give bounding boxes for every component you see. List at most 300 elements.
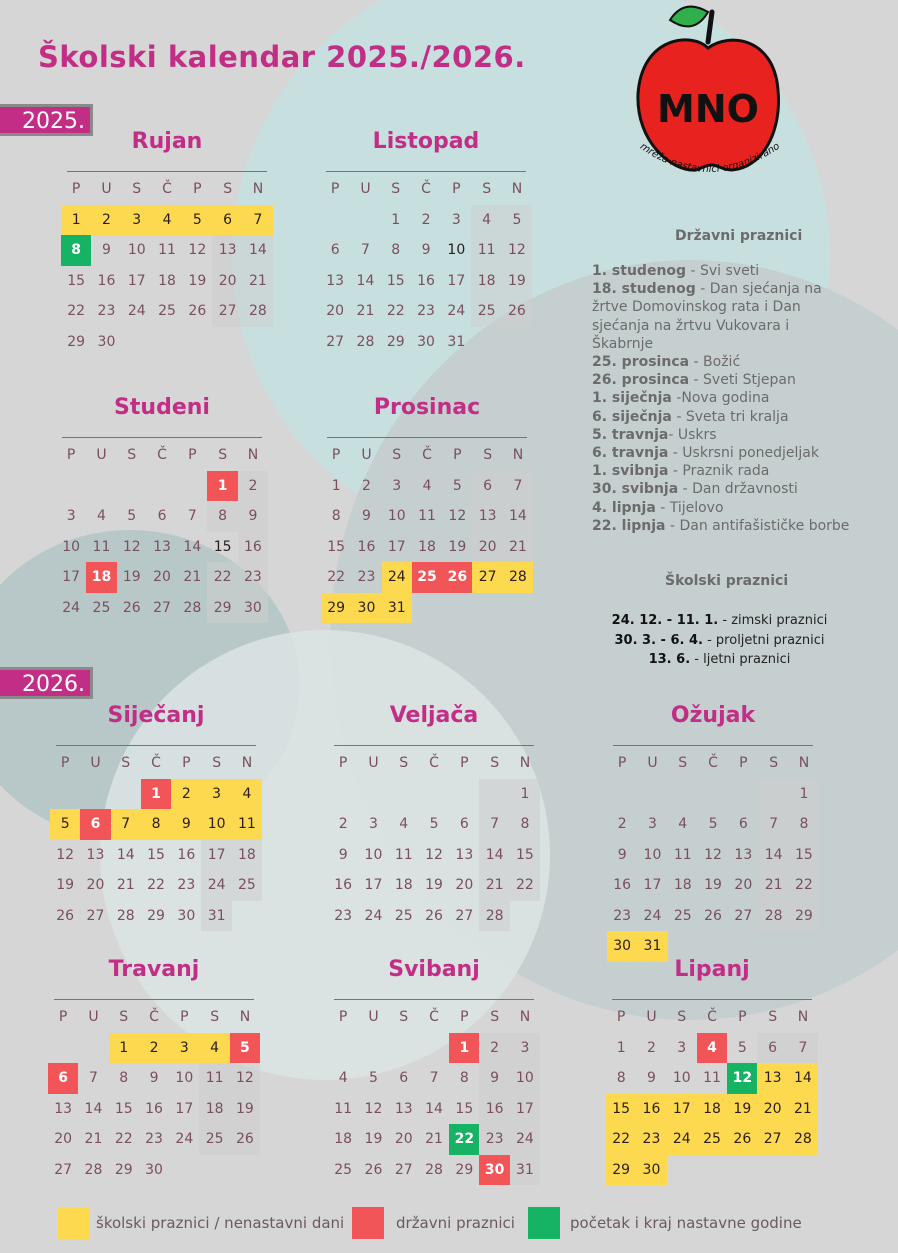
day-cell: 20 bbox=[153, 569, 171, 586]
weekday-header: N bbox=[797, 1009, 809, 1026]
weekday-header: P bbox=[738, 1009, 747, 1026]
day-cell: 8 bbox=[119, 1070, 129, 1087]
legend-swatch-yellow bbox=[58, 1207, 90, 1239]
empty-cell bbox=[389, 1033, 419, 1064]
holiday-name: - Uskrs bbox=[668, 426, 717, 443]
day-cell: 10 bbox=[672, 1070, 691, 1087]
weekday-header: Č bbox=[429, 755, 439, 772]
day-cell: 18 bbox=[199, 1094, 229, 1125]
empty-cell bbox=[111, 779, 141, 810]
day-cell: 18 bbox=[158, 272, 176, 289]
school-holiday-item bbox=[592, 650, 847, 670]
day-cell: 8 bbox=[391, 242, 401, 259]
weekday-header: S bbox=[769, 755, 779, 772]
day-cell: 1 bbox=[616, 1039, 626, 1056]
weekday-header: U bbox=[360, 181, 371, 198]
day-cell: 12 bbox=[425, 846, 443, 863]
day-cell: 18 bbox=[86, 562, 116, 593]
day-cell: 31 bbox=[201, 901, 231, 932]
holiday-name: - zimski praznici bbox=[718, 613, 828, 628]
weekday-header: U bbox=[368, 1009, 379, 1026]
empty-cell bbox=[728, 779, 758, 810]
day-cell: 19 bbox=[364, 1131, 383, 1148]
day-cell: 21 bbox=[243, 266, 273, 297]
month-travanj bbox=[48, 955, 260, 1178]
day-cell: 4 bbox=[697, 1033, 727, 1064]
weekday-header: P bbox=[460, 755, 469, 772]
day-cell: 15 bbox=[213, 538, 232, 555]
day-cell: 10 bbox=[175, 1070, 194, 1087]
day-cell: 28 bbox=[479, 901, 509, 932]
day-cell: 12 bbox=[704, 846, 722, 863]
day-cell: 17 bbox=[127, 272, 146, 289]
day-cell: 19 bbox=[425, 877, 443, 894]
day-cell: 3 bbox=[201, 779, 231, 810]
day-cell: 27 bbox=[54, 1161, 73, 1178]
weekday-header: U bbox=[647, 755, 658, 772]
day-cell: 21 bbox=[479, 870, 509, 901]
month-grid bbox=[606, 1002, 818, 1185]
day-cell: 16 bbox=[613, 877, 632, 894]
day-cell: 24 bbox=[62, 599, 81, 616]
day-cell: 5 bbox=[737, 1039, 747, 1056]
day-cell: 13 bbox=[394, 1100, 413, 1117]
holiday-name: - Dan sjećanja na žrtve Domovinskog rata i Dan sjećanja na žrtvu Vukovara i Škabrnje bbox=[592, 281, 822, 352]
holiday-name: -Nova godina bbox=[671, 390, 770, 407]
weekday-header: S bbox=[678, 755, 688, 772]
holiday-date: 22. lipnja bbox=[592, 517, 666, 534]
day-cell: 7 bbox=[88, 1070, 98, 1087]
weekday-header: Č bbox=[421, 181, 431, 198]
empty-cell bbox=[607, 779, 637, 810]
day-cell: 28 bbox=[503, 562, 533, 593]
day-cell: 1 bbox=[391, 211, 401, 228]
day-cell: 14 bbox=[479, 840, 509, 871]
day-cell: 27 bbox=[212, 296, 242, 327]
day-cell: 24 bbox=[201, 870, 231, 901]
weekday-header: P bbox=[180, 1009, 189, 1026]
day-cell: 14 bbox=[84, 1100, 103, 1117]
day-cell: 14 bbox=[116, 846, 135, 863]
holiday-name: - proljetni praznici bbox=[702, 632, 825, 648]
day-cell: 19 bbox=[727, 1094, 757, 1125]
weekday-header: S bbox=[392, 447, 402, 464]
day-cell: 8 bbox=[141, 809, 171, 840]
day-cell: 22 bbox=[147, 877, 165, 894]
empty-cell bbox=[419, 779, 449, 810]
weekday-header: S bbox=[483, 447, 493, 464]
day-cell: 29 bbox=[147, 907, 165, 924]
day-cell: 8 bbox=[207, 501, 237, 532]
month-divider bbox=[56, 745, 256, 746]
day-cell: 23 bbox=[238, 562, 268, 593]
day-cell: 2 bbox=[361, 477, 371, 494]
day-cell: 25 bbox=[471, 296, 501, 327]
weekday-header: S bbox=[218, 447, 228, 464]
day-cell: 2 bbox=[171, 779, 201, 810]
day-cell: 22 bbox=[114, 1131, 133, 1148]
day-cell: 12 bbox=[188, 242, 207, 259]
weekday-header: P bbox=[182, 755, 191, 772]
day-cell: 17 bbox=[667, 1094, 697, 1125]
day-cell: 20 bbox=[54, 1131, 73, 1148]
public-holiday-item bbox=[592, 262, 854, 280]
empty-cell bbox=[78, 1033, 108, 1064]
day-cell: 30 bbox=[636, 1155, 666, 1186]
weekday-header: N bbox=[511, 181, 523, 198]
day-cell: 29 bbox=[321, 593, 351, 624]
day-cell: 5 bbox=[127, 508, 137, 525]
day-cell: 6 bbox=[80, 809, 110, 840]
legend-swatch-green bbox=[528, 1207, 560, 1239]
day-cell: 6 bbox=[157, 508, 167, 525]
day-cell: 12 bbox=[122, 538, 141, 555]
day-cell: 6 bbox=[459, 816, 469, 833]
empty-cell bbox=[147, 471, 177, 502]
day-cell: 11 bbox=[158, 242, 176, 259]
day-cell: 10 bbox=[387, 508, 406, 525]
empty-cell bbox=[668, 779, 698, 810]
day-cell: 18 bbox=[697, 1094, 727, 1125]
day-cell: 11 bbox=[334, 1100, 353, 1117]
day-cell: 31 bbox=[637, 931, 667, 962]
holiday-date: 1. siječnja bbox=[592, 390, 672, 407]
holiday-date: 26. prosinca bbox=[592, 372, 690, 389]
weekday-header: P bbox=[58, 1009, 68, 1026]
day-cell: 17 bbox=[364, 877, 383, 894]
holiday-date: 25. prosinca bbox=[592, 354, 690, 371]
day-cell: 3 bbox=[169, 1033, 199, 1064]
day-cell: 1 bbox=[331, 477, 341, 494]
day-cell: 10 bbox=[510, 1063, 540, 1094]
holiday-name: - Svi sveti bbox=[686, 263, 760, 279]
weekday-header: N bbox=[239, 1009, 251, 1026]
weekday-header: P bbox=[331, 447, 341, 464]
day-cell: 20 bbox=[326, 303, 345, 320]
day-cell: 8 bbox=[510, 809, 540, 840]
weekday-header: Č bbox=[157, 447, 167, 464]
day-cell: 24 bbox=[667, 1124, 697, 1155]
empty-cell bbox=[117, 471, 147, 502]
day-cell: 26 bbox=[704, 907, 722, 924]
public-holiday-item bbox=[592, 444, 854, 462]
empty-cell bbox=[80, 779, 110, 810]
day-cell: 21 bbox=[788, 1094, 818, 1125]
month-grid bbox=[48, 1002, 260, 1185]
weekday-header: P bbox=[616, 1009, 626, 1026]
day-cell: 15 bbox=[455, 1100, 474, 1117]
day-cell: 15 bbox=[510, 840, 540, 871]
day-cell: 15 bbox=[327, 538, 346, 555]
day-cell: 16 bbox=[417, 272, 435, 289]
weekday-header: P bbox=[338, 755, 348, 772]
day-cell: 28 bbox=[788, 1124, 818, 1155]
holiday-date: 1. studenog bbox=[592, 263, 687, 279]
day-cell: 30 bbox=[607, 931, 637, 962]
day-cell: 24 bbox=[510, 1124, 540, 1155]
day-cell: 7 bbox=[187, 508, 197, 525]
day-cell: 2 bbox=[91, 205, 121, 236]
day-cell: 21 bbox=[503, 532, 533, 563]
day-cell: 26 bbox=[56, 907, 75, 924]
day-cell: 22 bbox=[386, 303, 405, 320]
month-name: Veljača bbox=[389, 703, 479, 728]
month-sijecanj bbox=[50, 701, 262, 924]
day-cell: 28 bbox=[243, 296, 273, 327]
public-holiday-item bbox=[592, 353, 854, 371]
weekday-header: S bbox=[223, 181, 233, 198]
day-cell: 19 bbox=[704, 877, 722, 894]
day-cell: 4 bbox=[399, 816, 409, 833]
day-cell: 2 bbox=[139, 1033, 169, 1064]
day-cell: 25 bbox=[92, 599, 111, 616]
day-cell: 24 bbox=[382, 562, 412, 593]
day-cell: 5 bbox=[50, 809, 80, 840]
day-cell: 27 bbox=[472, 562, 502, 593]
day-cell: 23 bbox=[636, 1124, 666, 1155]
holiday-date: 5. travnja bbox=[592, 426, 669, 443]
empty-cell bbox=[328, 1033, 358, 1064]
day-cell: 10 bbox=[447, 242, 466, 259]
day-cell: 16 bbox=[177, 846, 196, 863]
day-cell: 28 bbox=[758, 901, 788, 932]
day-cell: 10 bbox=[364, 846, 383, 863]
day-cell: 17 bbox=[387, 538, 406, 555]
month-svibanj bbox=[328, 955, 540, 1178]
day-cell: 3 bbox=[677, 1039, 687, 1056]
weekday-header: U bbox=[88, 1009, 99, 1026]
month-ozujak bbox=[607, 701, 819, 955]
day-cell: 4 bbox=[199, 1033, 229, 1064]
day-cell: 23 bbox=[417, 303, 435, 320]
empty-cell bbox=[177, 471, 207, 502]
holiday-name: - Sveta tri kralja bbox=[671, 408, 789, 425]
month-prosinac bbox=[321, 393, 533, 616]
holiday-name: - ljetni praznici bbox=[690, 652, 791, 667]
day-cell: 4 bbox=[96, 508, 106, 525]
year-tag-2025: 2025. bbox=[0, 104, 93, 136]
school-holidays-list bbox=[592, 611, 847, 670]
day-cell: 15 bbox=[386, 272, 405, 289]
day-cell: 26 bbox=[188, 303, 207, 320]
day-cell: 16 bbox=[238, 532, 268, 563]
day-cell: 3 bbox=[451, 211, 461, 228]
empty-cell bbox=[320, 205, 350, 236]
empty-cell bbox=[350, 205, 380, 236]
day-cell: 4 bbox=[422, 477, 432, 494]
day-cell: 19 bbox=[122, 569, 141, 586]
day-cell: 14 bbox=[356, 272, 375, 289]
day-cell: 13 bbox=[455, 846, 474, 863]
weekday-header: P bbox=[453, 447, 462, 464]
day-cell: 26 bbox=[727, 1124, 757, 1155]
day-cell: 23 bbox=[479, 1124, 509, 1155]
day-cell: 1 bbox=[141, 779, 171, 810]
day-cell: 5 bbox=[708, 816, 718, 833]
day-cell: 3 bbox=[510, 1033, 540, 1064]
day-cell: 24 bbox=[364, 907, 383, 924]
weekday-header: N bbox=[519, 1009, 531, 1026]
day-cell: 13 bbox=[757, 1063, 787, 1094]
weekday-header: Č bbox=[707, 1009, 717, 1026]
day-cell: 22 bbox=[67, 303, 86, 320]
day-cell: 22 bbox=[207, 562, 237, 593]
day-cell: 9 bbox=[479, 1063, 509, 1094]
year-tag-2026: 2026. bbox=[0, 667, 93, 699]
day-cell: 5 bbox=[182, 205, 212, 236]
weekday-header: S bbox=[490, 1009, 500, 1026]
day-cell: 11 bbox=[418, 508, 436, 525]
holiday-name: - Uskrsni ponedjeljak bbox=[668, 445, 819, 462]
day-cell: 18 bbox=[394, 877, 413, 894]
day-cell: 3 bbox=[392, 477, 402, 494]
empty-cell bbox=[389, 779, 419, 810]
holiday-date: 4. lipnja bbox=[592, 499, 656, 516]
holiday-name: - Božić bbox=[689, 354, 741, 371]
day-cell: 28 bbox=[356, 333, 375, 350]
day-cell: 19 bbox=[448, 538, 467, 555]
day-cell: 3 bbox=[66, 508, 76, 525]
day-cell: 17 bbox=[510, 1094, 540, 1125]
school-holidays-title: Školski praznici bbox=[665, 573, 789, 589]
weekday-header: N bbox=[247, 447, 259, 464]
weekday-header: Č bbox=[162, 181, 172, 198]
day-cell: 16 bbox=[357, 538, 376, 555]
day-cell: 18 bbox=[418, 538, 436, 555]
day-cell: 9 bbox=[171, 809, 201, 840]
month-name: Svibanj bbox=[388, 957, 480, 982]
month-divider bbox=[62, 437, 262, 438]
month-grid bbox=[328, 1002, 540, 1185]
public-holiday-item bbox=[592, 408, 854, 426]
day-cell: 20 bbox=[212, 266, 242, 297]
day-cell: 8 bbox=[459, 1070, 469, 1087]
month-divider bbox=[326, 171, 526, 172]
day-cell: 21 bbox=[183, 569, 202, 586]
day-cell: 23 bbox=[145, 1131, 163, 1148]
day-cell: 29 bbox=[606, 1155, 636, 1186]
empty-cell bbox=[479, 779, 509, 810]
day-cell: 1 bbox=[789, 779, 819, 810]
day-cell: 14 bbox=[788, 1063, 818, 1094]
day-cell: 24 bbox=[127, 303, 146, 320]
weekday-header: Č bbox=[149, 1009, 159, 1026]
month-studeni bbox=[56, 393, 268, 616]
day-cell: 20 bbox=[86, 877, 105, 894]
day-cell: 30 bbox=[238, 593, 268, 624]
day-cell: 17 bbox=[201, 840, 231, 871]
day-cell: 31 bbox=[447, 333, 466, 350]
day-cell: 6 bbox=[330, 242, 340, 259]
day-cell: 1 bbox=[109, 1033, 139, 1064]
weekday-header: P bbox=[452, 181, 461, 198]
day-cell: 10 bbox=[62, 538, 81, 555]
day-cell: 31 bbox=[382, 593, 412, 624]
day-cell: 8 bbox=[789, 809, 819, 840]
day-cell: 4 bbox=[471, 205, 501, 236]
day-cell: 1 bbox=[207, 471, 237, 502]
empty-cell bbox=[419, 1033, 449, 1064]
weekday-header: S bbox=[132, 181, 142, 198]
weekday-header: S bbox=[391, 181, 401, 198]
day-cell: 15 bbox=[114, 1100, 133, 1117]
day-cell: 11 bbox=[673, 846, 692, 863]
day-cell: 23 bbox=[357, 569, 376, 586]
weekday-header: S bbox=[127, 447, 137, 464]
day-cell: 22 bbox=[606, 1124, 636, 1155]
month-name: Siječanj bbox=[107, 703, 205, 728]
day-cell: 6 bbox=[399, 1070, 409, 1087]
month-name: Lipanj bbox=[674, 957, 750, 982]
day-cell: 5 bbox=[502, 205, 532, 236]
legend-label: početak i kraj nastavne godine bbox=[570, 1214, 802, 1232]
empty-cell bbox=[50, 779, 80, 810]
weekday-header: U bbox=[361, 447, 372, 464]
weekday-header: Č bbox=[429, 1009, 439, 1026]
public-holiday-item bbox=[592, 517, 854, 535]
day-cell: 27 bbox=[326, 333, 345, 350]
day-cell: 29 bbox=[386, 333, 405, 350]
day-cell: 28 bbox=[425, 1161, 443, 1178]
day-cell: 17 bbox=[62, 569, 81, 586]
day-cell: 16 bbox=[97, 272, 116, 289]
day-cell: 22 bbox=[449, 1124, 479, 1155]
holiday-date: 6. siječnja bbox=[592, 408, 672, 425]
day-cell: 17 bbox=[643, 877, 662, 894]
public-holidays-title: Državni praznici bbox=[675, 228, 803, 244]
month-name: Listopad bbox=[372, 129, 480, 154]
empty-cell bbox=[637, 779, 667, 810]
public-holiday-item bbox=[592, 499, 854, 517]
weekday-header: P bbox=[617, 755, 627, 772]
day-cell: 10 bbox=[127, 242, 146, 259]
day-cell: 13 bbox=[472, 501, 502, 532]
month-name: Ožujak bbox=[670, 703, 756, 728]
public-holiday-item bbox=[592, 462, 854, 480]
day-cell: 24 bbox=[447, 303, 466, 320]
day-cell: 7 bbox=[788, 1033, 818, 1064]
weekday-header: U bbox=[368, 755, 379, 772]
day-cell: 6 bbox=[212, 205, 242, 236]
day-cell: 7 bbox=[243, 205, 273, 236]
weekday-header: P bbox=[66, 447, 76, 464]
day-cell: 30 bbox=[479, 1155, 509, 1186]
day-cell: 19 bbox=[56, 877, 75, 894]
day-cell: 8 bbox=[331, 508, 341, 525]
holiday-name: - Sveti Stjepan bbox=[689, 372, 796, 389]
day-cell: 26 bbox=[230, 1124, 260, 1155]
empty-cell bbox=[758, 779, 788, 810]
weekday-header: U bbox=[646, 1009, 657, 1026]
logo-tagline: mreža nastavnici organizirano bbox=[637, 140, 782, 176]
month-listopad bbox=[320, 127, 532, 350]
school-holiday-item bbox=[592, 631, 847, 651]
day-cell: 27 bbox=[86, 907, 105, 924]
day-cell: 10 bbox=[201, 809, 231, 840]
day-cell: 23 bbox=[334, 907, 353, 924]
day-cell: 11 bbox=[471, 235, 501, 266]
day-cell: 22 bbox=[789, 870, 819, 901]
weekday-header: S bbox=[768, 1009, 778, 1026]
day-cell: 26 bbox=[425, 907, 443, 924]
day-cell: 26 bbox=[442, 562, 472, 593]
day-cell: 9 bbox=[149, 1070, 159, 1087]
day-cell: 2 bbox=[479, 1033, 509, 1064]
day-cell: 7 bbox=[111, 809, 141, 840]
holiday-date: 24. 12. - 11. 1. bbox=[611, 613, 719, 628]
day-cell: 20 bbox=[455, 877, 474, 894]
public-holiday-item bbox=[592, 371, 854, 389]
